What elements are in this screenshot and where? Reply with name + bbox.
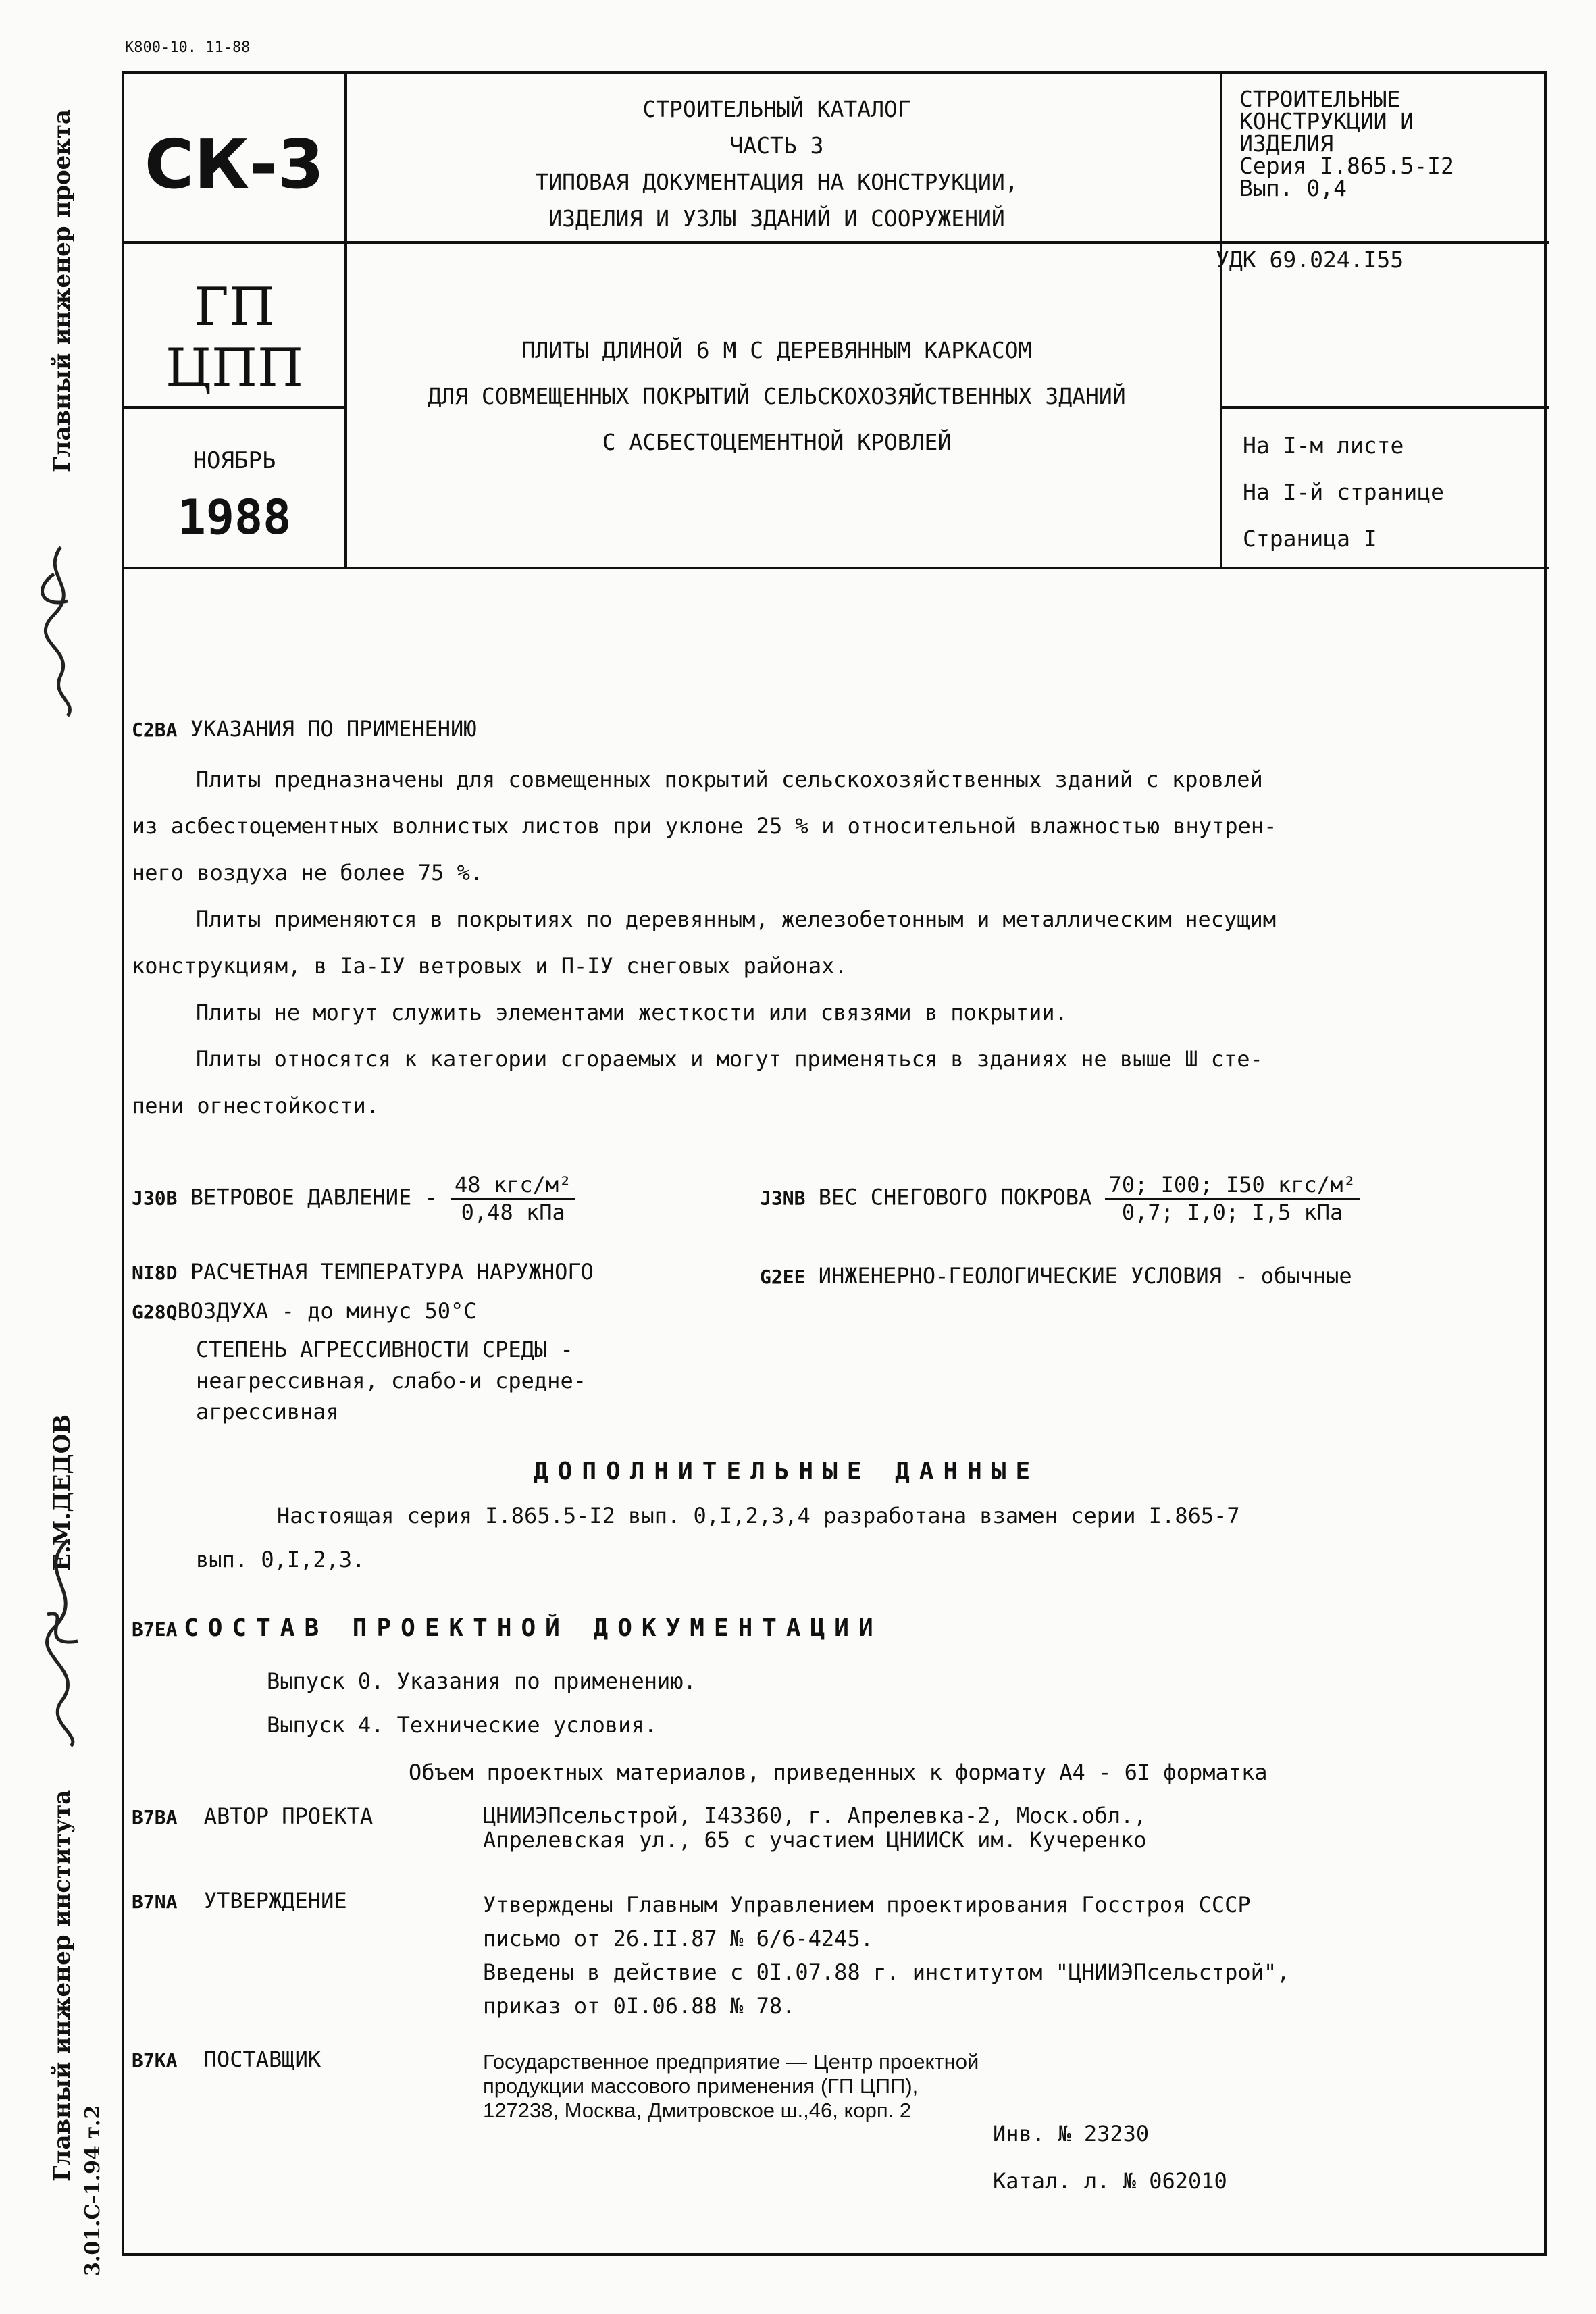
temp-line-2: ВОЗДУХА - до минус 50°С (177, 1298, 477, 1324)
composition-section (132, 1614, 883, 1642)
supplier-line: продукции массового применения (ГП ЦПП), (483, 2074, 919, 2098)
form-code: К800-10. 11-88 (125, 39, 251, 56)
geology-conditions (760, 1263, 1352, 1289)
org-line-1: ГП (194, 277, 275, 338)
usage-line: Плиты предназначены для совмещенных покрытий сельскохозяйственных зданий с кровлей (196, 767, 1263, 792)
composition-heading: СОСТАВ ПРОЕКТНОЙ ДОКУМЕНТАЦИИ (184, 1614, 883, 1642)
wind-code: J30B (132, 1187, 178, 1210)
side-signer-bottom (49, 1414, 76, 2182)
usage-line: из асбестоцементных волнистых листов при уклоне 25 % и относительной влажностью внутрен- (132, 813, 1277, 839)
sheet-line: На I-й странице (1243, 479, 1445, 505)
wind-label: ВЕТРОВОЕ ДАВЛЕНИЕ - (190, 1184, 438, 1210)
additional-heading: ДОПОЛНИТЕЛЬНЫЕ ДАННЫЕ (534, 1458, 1040, 1485)
sheet-line: Страница I (1243, 525, 1377, 552)
approval-text (483, 1888, 1289, 2023)
divider (344, 74, 347, 568)
issue-month: НОЯБРЬ (192, 447, 276, 474)
supplier-code: B7KA (132, 2049, 178, 2072)
wind-value (451, 1172, 575, 1225)
catalog-code: СК-3 (144, 125, 325, 204)
approval-line: приказ от 0I.06.88 № 78. (483, 1993, 796, 2019)
issue-0: Выпуск 0. Указания по применению. (267, 1668, 696, 1694)
title-line: ПЛИТЫ ДЛИНОЙ 6 М С ДЕРЕВЯННЫМ КАРКАСОМ (521, 337, 1032, 363)
author-label: АВТОР ПРОЕКТА (203, 1803, 374, 1829)
approval-label: УТВЕРЖДЕНИЕ (203, 1888, 347, 1913)
catalog-line: СТРОИТЕЛЬНЫЙ КАТАЛОГ (642, 96, 911, 122)
usage-code: C2BA (132, 719, 178, 741)
geo-text: ИНЖЕНЕРНО-ГЕОЛОГИЧЕСКИЕ УСЛОВИЯ - обычные (818, 1263, 1352, 1289)
wind-value-kgf: 48 кгс/м² (451, 1172, 575, 1200)
wind-value-kpa: 0,48 кПа (461, 1200, 565, 1225)
issue-year: 1988 (177, 490, 292, 545)
series-line: СТРОИТЕЛЬНЫЕ (1239, 86, 1401, 112)
series-line: Серия I.865.5-I2 (1239, 153, 1454, 179)
org-line-2: ЦПП (165, 338, 304, 398)
series-line: Вып. 0,4 (1239, 175, 1347, 201)
approval-line: Утверждены Главным Управлением проектирования Госстроя СССР (483, 1892, 1251, 1918)
catalog-title (348, 91, 1206, 237)
snow-value-kpa: 0,7; I,0; I,5 кПа (1121, 1200, 1343, 1225)
inventory-number: Инв. № 23230 (993, 2121, 1150, 2146)
catalog-line: ИЗДЕЛИЯ И УЗЛЫ ЗДАНИЙ И СООРУЖЕНИЙ (548, 205, 1005, 232)
catalog-line: ТИПОВАЯ ДОКУМЕНТАЦИЯ НА КОНСТРУКЦИИ, (535, 169, 1019, 195)
signature-top (14, 534, 95, 723)
aggr-line: агрессивная (196, 1399, 339, 1424)
doc-number: 3.01.С-1.94 т.2 (81, 2105, 105, 2276)
usage-line: него воздуха не более 75 %. (132, 860, 484, 885)
author-label-row (132, 1803, 373, 1829)
catalog-sheet-number: Катал. л. № 062010 (993, 2168, 1227, 2194)
divider (124, 406, 347, 409)
usage-line: конструкциям, в Iа-IУ ветровых и П-IУ снеговых районах. (132, 953, 848, 979)
side-role-bottom: Главный инженер института (49, 1789, 76, 2182)
sheet-line: На I-м листе (1243, 432, 1404, 459)
series-block (1239, 88, 1454, 199)
series-line: ИЗДЕЛИЯ (1239, 130, 1334, 157)
divider (1221, 241, 1549, 244)
series-line: КОНСТРУКЦИИ И (1239, 108, 1414, 134)
supplier-label: ПОСТАВЩИК (203, 2047, 321, 2072)
supplier-label-row (132, 2047, 321, 2072)
usage-heading: УКАЗАНИЯ ПО ПРИМЕНЕНИЮ (190, 716, 477, 742)
snow-label: ВЕС СНЕГОВОГО ПОКРОВА (818, 1184, 1092, 1210)
issue-4: Выпуск 4. Технические условия. (267, 1712, 657, 1738)
aggressiveness (196, 1334, 586, 1427)
snow-value (1105, 1172, 1360, 1225)
usage-section (132, 716, 477, 742)
snow-value-kgf: 70; I00; I50 кгс/м² (1105, 1172, 1360, 1200)
side-role-top: Главный инженер проекта (49, 109, 76, 473)
org-name (124, 277, 344, 398)
supplier-line: Государственное предприятие — Центр проектной (483, 2050, 979, 2074)
usage-line: Плиты применяются в покрытиях по деревянным, железобетонным и металлическим несущим (196, 906, 1277, 932)
side-name-bottom: Е.М.ДЕДОВ (49, 1414, 76, 1571)
usage-line: Плиты не могут служить элементами жесткости или связями в покрытии. (196, 1000, 1068, 1025)
usage-text (132, 756, 1479, 1129)
supplier-line: 127238, Москва, Дмитровское ш.,46, корп. 2 (483, 2099, 912, 2122)
side-signer-top (49, 0, 76, 473)
additional-line: Настоящая серия I.865.5-I2 вып. 0,I,2,3,4 разработана взамен серии I.865-7 (277, 1503, 1240, 1528)
document-title (348, 328, 1206, 465)
divider (1221, 406, 1549, 409)
usage-line: пени огнестойкости. (132, 1093, 380, 1119)
author-code: B7BA (132, 1806, 178, 1828)
udk-code: УДК 69.024.I55 (1216, 247, 1404, 273)
approval-line: письмо от 26.II.87 № 6/6-4245. (483, 1926, 873, 1951)
author-line: Апрелевская ул., 65 с участием ЦНИИСК им. Кучеренко (483, 1827, 1147, 1853)
title-line: С АСБЕСТОЦЕМЕНТНОЙ КРОВЛЕЙ (602, 429, 952, 455)
aggr-line: СТЕПЕНЬ АГРЕССИВНОСТИ СРЕДЫ - (196, 1337, 573, 1362)
temp-line-1: РАСЧЕТНАЯ ТЕМПЕРАТУРА НАРУЖНОГО (190, 1259, 594, 1285)
geo-code: G2EE (760, 1266, 806, 1288)
usage-line: Плиты относятся к категории сгораемых и могут применяться в зданиях не выше Ш сте- (196, 1046, 1263, 1072)
composition-code: B7EA (132, 1618, 178, 1641)
divider (124, 567, 1549, 569)
supplier-stamp (483, 2050, 979, 2123)
divider (1220, 74, 1222, 568)
divider (124, 241, 1222, 244)
snow-load (760, 1172, 1360, 1225)
wind-pressure (132, 1172, 575, 1225)
title-line: ДЛЯ СОВМЕЩЕННЫХ ПОКРЫТИЙ СЕЛЬСКОХОЗЯЙСТВЕННЫХ ЗДАНИЙ (428, 383, 1126, 409)
temp-code-2: G28Q (132, 1301, 178, 1323)
approval-line: Введены в действие с 0I.07.88 г. институтом "ЦНИИЭПсельстрой", (483, 1959, 1290, 1985)
additional-line: вып. 0,I,2,3. (196, 1547, 365, 1572)
signature-bottom (14, 1533, 101, 1749)
aggr-line: неагрессивная, слабо-и средне- (196, 1368, 586, 1393)
approval-label-row (132, 1888, 347, 1913)
outdoor-temperature (132, 1253, 594, 1331)
approval-code: B7NA (132, 1891, 178, 1913)
author-text (483, 1803, 1147, 1852)
catalog-line: ЧАСТЬ 3 (729, 132, 824, 159)
snow-code: J3NB (760, 1187, 806, 1210)
author-line: ЦНИИЭПсельстрой, I43360, г. Апрелевка-2, Моск.обл., (483, 1803, 1147, 1828)
temp-code-1: NI8D (132, 1262, 178, 1284)
sheet-info (1243, 422, 1444, 562)
volume-note: Объем проектных материалов, приведенных к формату А4 - 6I форматка (409, 1759, 1268, 1785)
